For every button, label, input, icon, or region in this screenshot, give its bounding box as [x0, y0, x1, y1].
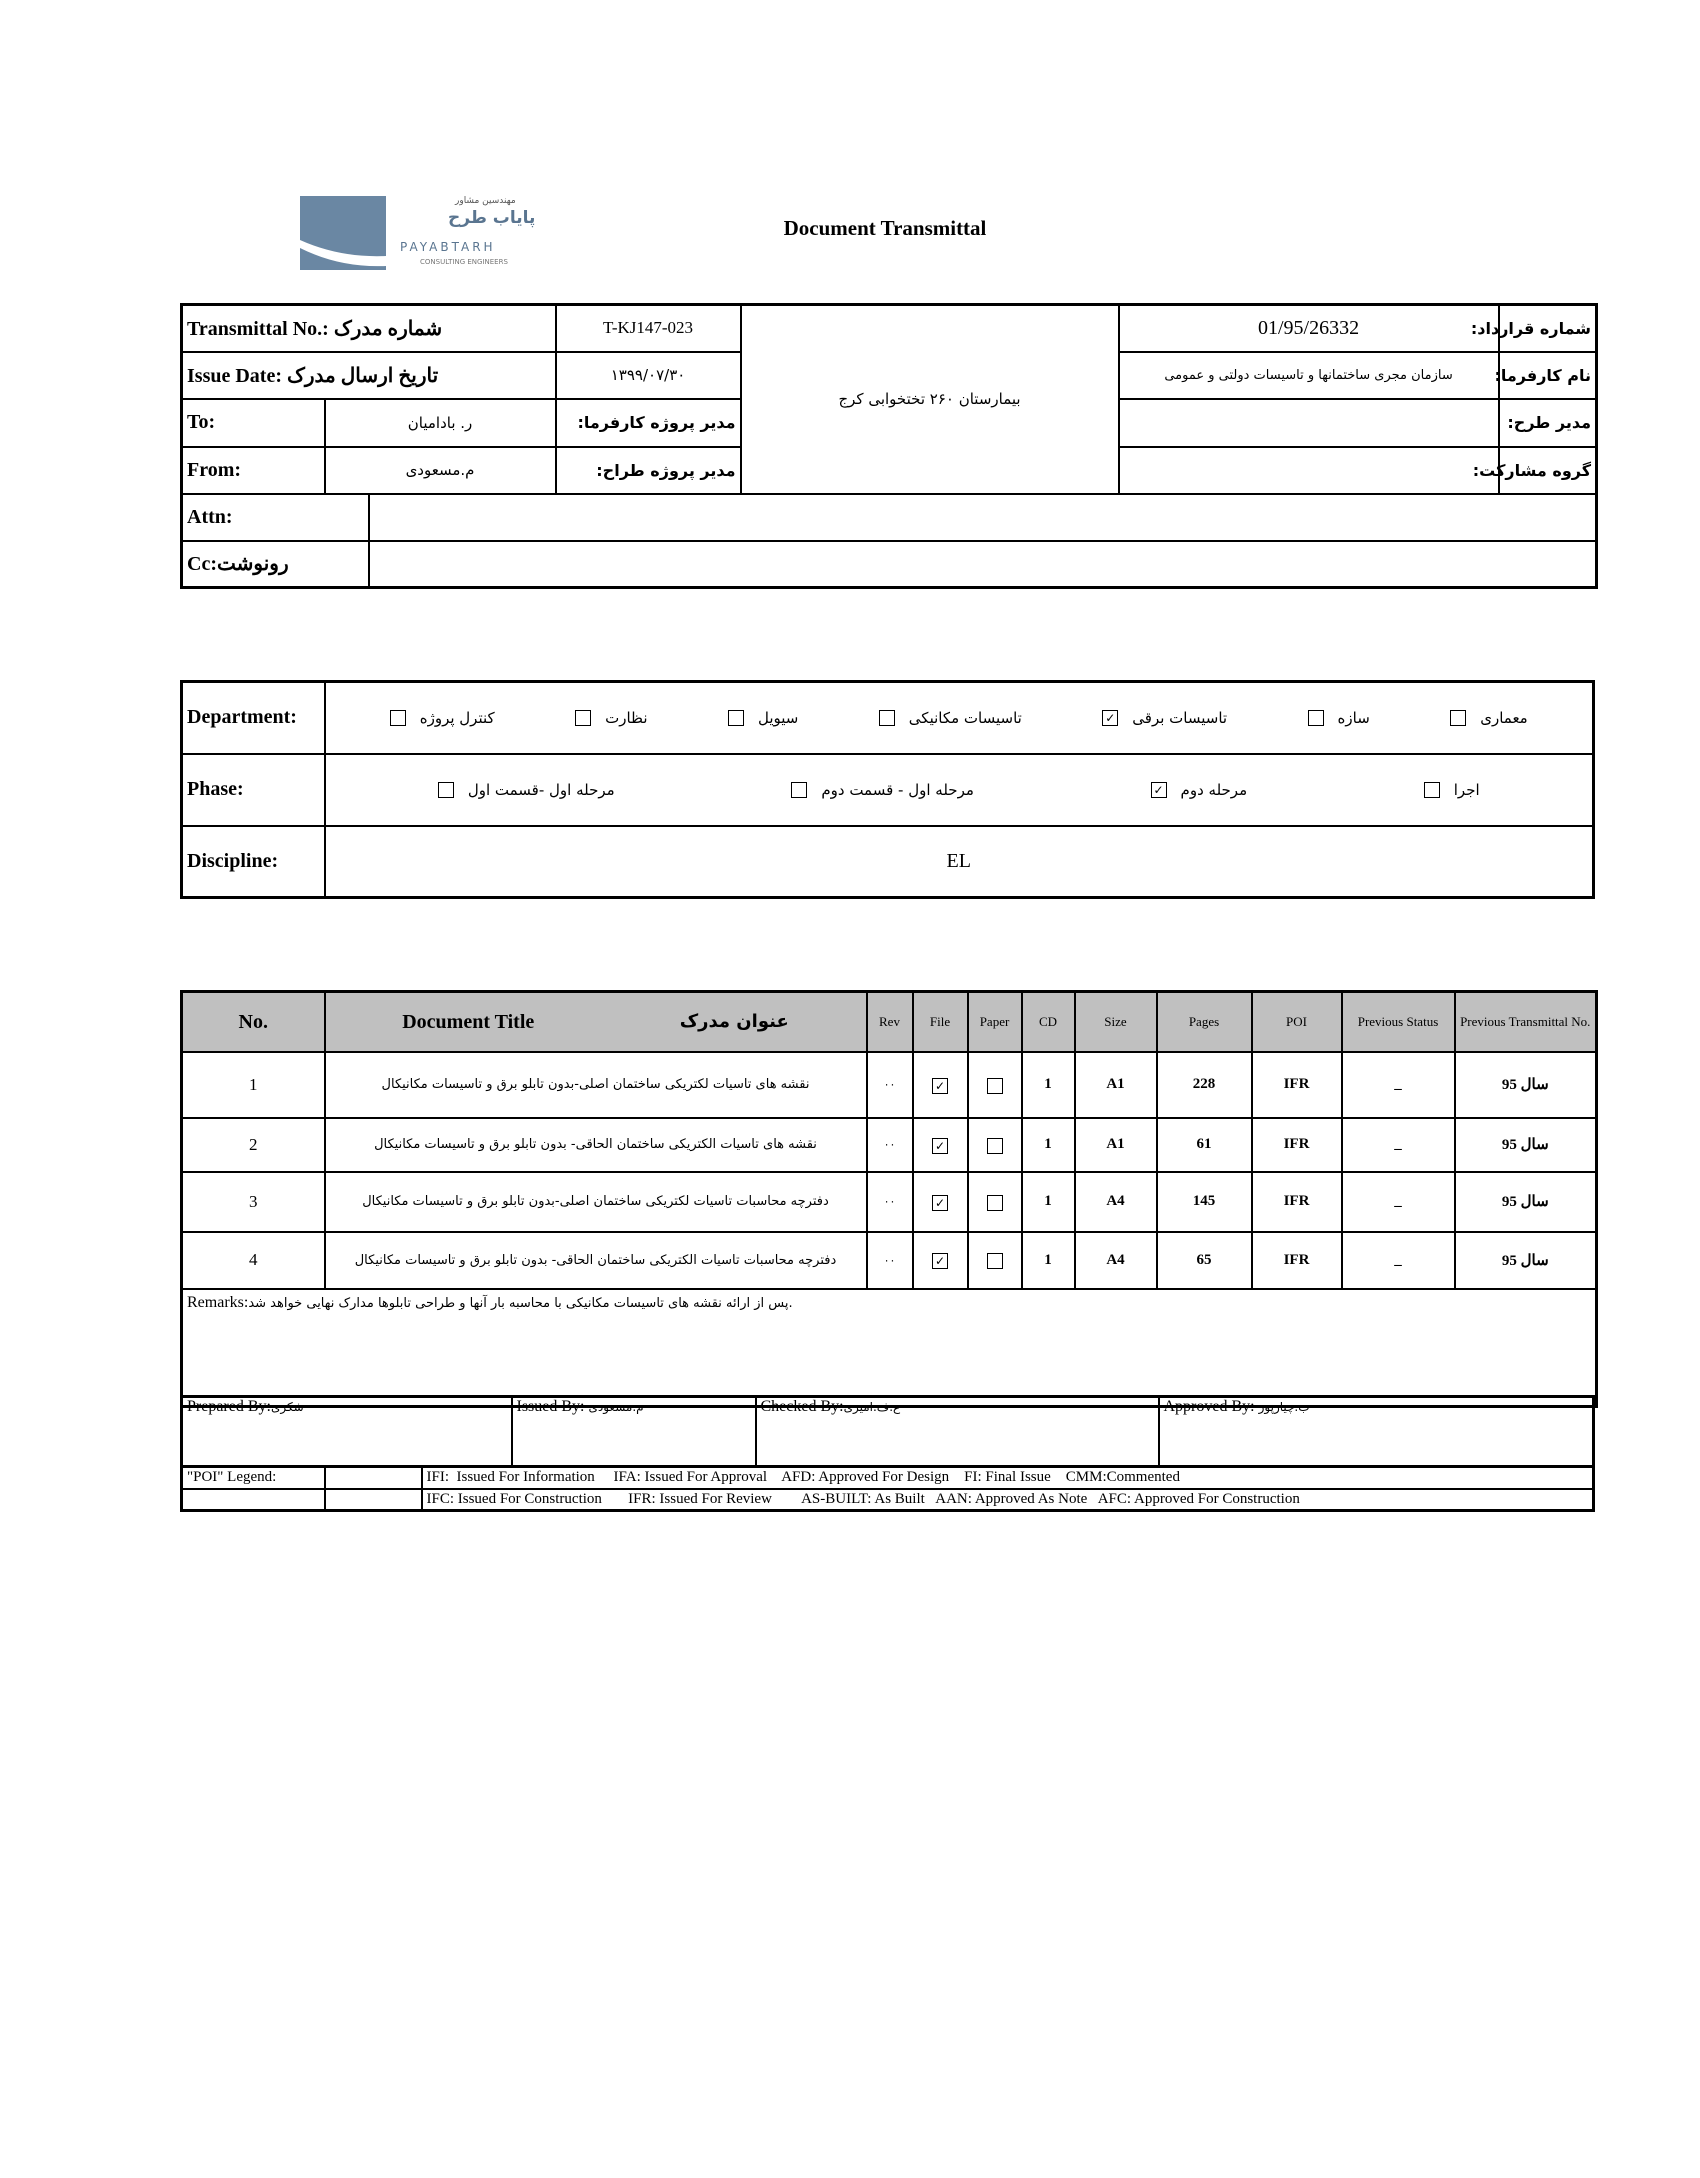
doc-rev: ۰۰ — [867, 1232, 913, 1289]
checkbox-icon[interactable] — [1450, 710, 1466, 726]
checkbox-icon[interactable]: ✓ — [932, 1253, 948, 1269]
col-prev-status: Previous Status — [1342, 992, 1455, 1052]
signatures-table — [180, 1395, 1595, 1468]
attn-label: Attn: — [182, 494, 369, 541]
attn-value[interactable] — [369, 494, 1597, 541]
doc-prev-transmittal: سال 95 — [1455, 1052, 1597, 1118]
doc-paper[interactable] — [968, 1232, 1022, 1289]
doc-rev: ۰۰ — [867, 1052, 913, 1118]
department-option[interactable] — [1308, 709, 1370, 727]
department-option[interactable] — [728, 709, 798, 727]
checkbox-icon[interactable]: ✓ — [1151, 782, 1167, 798]
doc-prev-status: _ — [1342, 1118, 1455, 1172]
col-prev-transmittal: Previous Transmittal No. — [1455, 992, 1597, 1052]
remarks-label: Remarks: — [187, 1293, 249, 1311]
poi-legend-label: "POI" Legend: — [182, 1467, 325, 1489]
logo-fa-name: پایاب طرح — [448, 208, 536, 228]
doc-prev-transmittal: سال 95 — [1455, 1118, 1597, 1172]
checkbox-icon[interactable] — [987, 1195, 1003, 1211]
phase-options — [330, 781, 1589, 799]
poi-legend-line2: IFC: Issued For Construction IFR: Issued For Review AS-BUILT: As Built AAN: Approved As Note AFC: Approved For Construction — [422, 1489, 1594, 1511]
checkbox-icon[interactable]: ✓ — [1102, 710, 1118, 726]
doc-file[interactable] — [913, 1172, 968, 1232]
remarks-cell — [182, 1289, 1597, 1407]
doc-size: A1 — [1075, 1118, 1157, 1172]
department-options — [330, 709, 1589, 727]
checkbox-icon[interactable] — [791, 782, 807, 798]
header-table — [180, 303, 1598, 589]
partner-value — [1119, 447, 1499, 494]
checkbox-icon[interactable]: ✓ — [932, 1078, 948, 1094]
doc-no: 1 — [182, 1052, 325, 1118]
logo-mark-icon — [300, 196, 386, 270]
department-option[interactable] — [575, 709, 647, 727]
table-row — [182, 1118, 1597, 1172]
prepared-by: Prepared By:شکری — [182, 1397, 512, 1467]
doc-paper[interactable] — [968, 1052, 1022, 1118]
doc-rev: ۰۰ — [867, 1118, 913, 1172]
col-file: File — [913, 992, 968, 1052]
department-option-label: سازه — [1337, 708, 1370, 727]
doc-cd: 1 — [1022, 1172, 1075, 1232]
checked-by: Checked By:ع.ف.امیری — [756, 1397, 1159, 1467]
col-paper: Paper — [968, 992, 1022, 1052]
doc-size: A4 — [1075, 1172, 1157, 1232]
classification-table — [180, 680, 1595, 899]
from-value: م.مسعودی — [325, 447, 556, 494]
checkbox-icon[interactable]: ✓ — [932, 1195, 948, 1211]
cc-value[interactable] — [369, 541, 1597, 588]
checkbox-icon[interactable] — [879, 710, 895, 726]
remarks-text: پس از ارائه نقشه های تاسیسات مکانیکی با محاسبه بار آنها و طراحی تابلوها مدارک نهایی خواهد شد. — [248, 1295, 793, 1311]
phase-option-label: مرحله دوم — [1180, 780, 1248, 799]
col-size: Size — [1075, 992, 1157, 1052]
department-option-label: سیویل — [757, 708, 799, 727]
doc-pages: 61 — [1157, 1118, 1252, 1172]
poi-legend-table — [180, 1465, 1595, 1512]
logo-fa-small: مهندسین مشاور — [455, 196, 516, 206]
design-manager-label: مدیر طرح: — [1499, 399, 1597, 447]
phase-option-label: اجرا — [1453, 780, 1480, 799]
designer-pm-label: مدیر پروژه طراح: — [556, 447, 741, 494]
doc-no: 4 — [182, 1232, 325, 1289]
department-option-label: تاسیسات مکانیکی — [908, 708, 1022, 727]
department-option[interactable] — [879, 709, 1022, 727]
doc-no: 2 — [182, 1118, 325, 1172]
checkbox-icon[interactable] — [728, 710, 744, 726]
doc-file[interactable] — [913, 1118, 968, 1172]
col-title-en: Document Title — [402, 1010, 535, 1033]
doc-cd: 1 — [1022, 1232, 1075, 1289]
doc-title: دفترچه محاسبات تاسیات الکتریکی ساختمان الحاقی- بدون تابلو برق و تاسیسات مکانیکال — [325, 1232, 867, 1289]
doc-prev-status: _ — [1342, 1232, 1455, 1289]
doc-title: نقشه های تاسیات لکتریکی ساختمان اصلی-بدون تابلو برق و تاسیسات مکانیکال — [325, 1052, 867, 1118]
logo-en-name: PAYABTARH — [400, 240, 496, 254]
doc-paper[interactable] — [968, 1118, 1022, 1172]
doc-prev-status: _ — [1342, 1172, 1455, 1232]
client-pm-label: مدیر پروژه کارفرما: — [556, 399, 741, 447]
doc-prev-transmittal: سال 95 — [1455, 1172, 1597, 1232]
to-label: To: — [182, 399, 325, 447]
doc-size: A4 — [1075, 1232, 1157, 1289]
doc-title: نقشه های تاسیات الکتریکی ساختمان الحاقی- بدون تابلو برق و تاسیسات مکانیکال — [325, 1118, 867, 1172]
phase-label: Phase: — [182, 754, 325, 826]
col-pages: Pages — [1157, 992, 1252, 1052]
doc-size: A1 — [1075, 1052, 1157, 1118]
transmittal-no-label: Transmittal No.: شماره مدرک — [182, 305, 556, 352]
department-option[interactable] — [390, 709, 495, 727]
department-label: Department: — [182, 682, 325, 754]
doc-paper[interactable] — [968, 1172, 1022, 1232]
checkbox-icon[interactable] — [987, 1253, 1003, 1269]
doc-file[interactable] — [913, 1232, 968, 1289]
department-option[interactable] — [1102, 709, 1227, 727]
doc-prev-transmittal: سال 95 — [1455, 1232, 1597, 1289]
contract-no-label: شماره قرارداد: — [1499, 305, 1597, 352]
department-option-label: تاسیسات برقی — [1132, 708, 1228, 727]
project-name: بیمارستان ۲۶۰ تختخوابی کرج — [741, 305, 1119, 494]
doc-poi: IFR — [1252, 1172, 1342, 1232]
doc-pages: 145 — [1157, 1172, 1252, 1232]
checkbox-icon[interactable] — [575, 710, 591, 726]
col-poi: POI — [1252, 992, 1342, 1052]
table-row — [182, 1232, 1597, 1289]
cc-label: Cc:رونوشت — [182, 541, 369, 588]
discipline-value: EL — [325, 826, 1594, 898]
discipline-label: Discipline: — [182, 826, 325, 898]
doc-poi: IFR — [1252, 1118, 1342, 1172]
col-cd: CD — [1022, 992, 1075, 1052]
doc-no: 3 — [182, 1172, 325, 1232]
phase-option[interactable] — [438, 781, 615, 799]
doc-cd: 1 — [1022, 1052, 1075, 1118]
poi-legend-line1: IFI: Issued For Information IFA: Issued For Approval AFD: Approved For Design FI: Final Issue CMM:Commented — [422, 1467, 1594, 1489]
doc-poi: IFR — [1252, 1232, 1342, 1289]
checkbox-icon[interactable] — [438, 782, 454, 798]
col-title-fa: عنوان مدرک — [679, 1010, 789, 1032]
department-option[interactable] — [1450, 709, 1528, 727]
checkbox-icon[interactable] — [1308, 710, 1324, 726]
doc-poi: IFR — [1252, 1052, 1342, 1118]
phase-option-label: مرحله اول -قسمت اول — [467, 780, 615, 799]
table-row — [182, 1172, 1597, 1232]
client-label: نام کارفرما: — [1499, 352, 1597, 399]
doc-rev: ۰۰ — [867, 1172, 913, 1232]
doc-prev-status: _ — [1342, 1052, 1455, 1118]
phase-option[interactable] — [1424, 781, 1480, 799]
client-value: سازمان مجری ساختمانها و تاسیسات دولتی و عمومی — [1119, 352, 1499, 399]
department-option-label: نظارت — [605, 708, 648, 727]
col-title — [325, 992, 867, 1052]
page-title: Document Transmittal — [783, 216, 987, 240]
issue-date-label: Issue Date: تاریخ ارسال مدرک — [182, 352, 556, 399]
checkbox-icon[interactable] — [390, 710, 406, 726]
phase-option-label: مرحله اول - قسمت دوم — [821, 780, 974, 799]
col-rev: Rev — [867, 992, 913, 1052]
doc-pages: 228 — [1157, 1052, 1252, 1118]
transmittal-no-value: T-KJ147-023 — [556, 305, 741, 352]
documents-table — [180, 990, 1598, 1408]
partner-label: گروه مشارکت: — [1499, 447, 1597, 494]
issued-by: Issued By: م.مسعودی — [512, 1397, 756, 1467]
checkbox-icon[interactable] — [1424, 782, 1440, 798]
phase-option[interactable] — [1151, 781, 1248, 799]
doc-file[interactable] — [913, 1052, 968, 1118]
department-option-label: معماری — [1480, 708, 1528, 727]
contract-no-value: 01/95/26332 — [1119, 305, 1499, 352]
doc-cd: 1 — [1022, 1118, 1075, 1172]
to-value: ر. بادامیان — [325, 399, 556, 447]
checkbox-icon[interactable] — [987, 1078, 1003, 1094]
checkbox-icon[interactable]: ✓ — [932, 1138, 948, 1154]
logo-en-sub: CONSULTING ENGINEERS — [420, 258, 508, 266]
approved-by: Approved By: ب.چیارپور — [1159, 1397, 1594, 1467]
doc-pages: 65 — [1157, 1232, 1252, 1289]
department-option-label: کنترل پروژه — [419, 708, 495, 727]
table-row — [182, 1052, 1597, 1118]
issue-date-value: ۱۳۹۹/۰۷/۳۰ — [556, 352, 741, 399]
doc-title: دفترچه محاسبات تاسیات لکتریکی ساختمان اصلی-بدون تابلو برق و تاسیسات مکانیکال — [325, 1172, 867, 1232]
phase-option[interactable] — [791, 781, 974, 799]
checkbox-icon[interactable] — [987, 1138, 1003, 1154]
col-no: No. — [182, 992, 325, 1052]
design-manager-value — [1119, 399, 1499, 447]
company-logo — [300, 196, 570, 270]
from-label: From: — [182, 447, 325, 494]
